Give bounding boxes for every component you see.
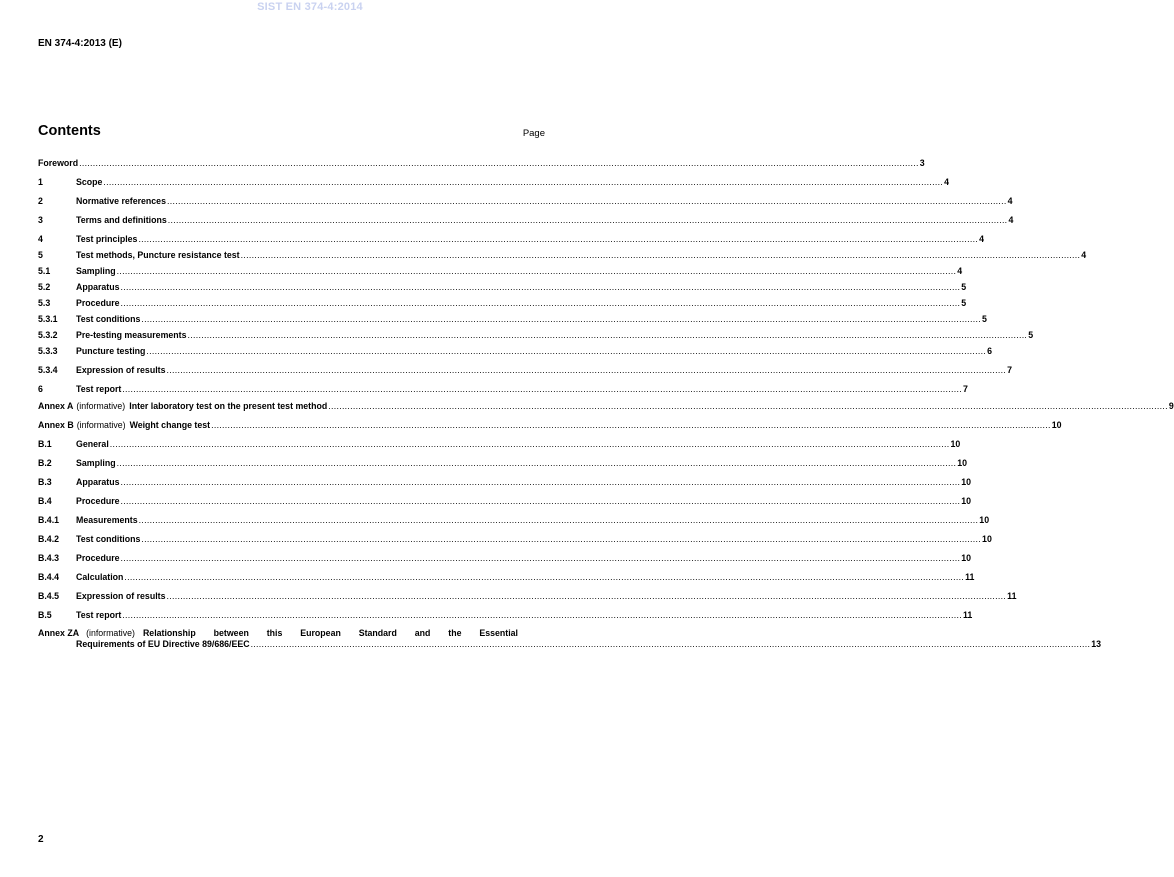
toc-entry[interactable] bbox=[38, 572, 975, 583]
annex-b-page: 10 bbox=[1051, 420, 1062, 430]
toc-entry-page: 5 bbox=[982, 314, 987, 324]
toc-entry[interactable] bbox=[38, 384, 968, 395]
toc-entry-page: 4 bbox=[944, 177, 949, 187]
toc-entry-annex-a[interactable] bbox=[38, 401, 1174, 412]
toc-entry-number: 5.3 bbox=[38, 298, 51, 308]
toc-entry-number: 5.1 bbox=[38, 266, 51, 276]
toc-entry[interactable] bbox=[38, 346, 992, 357]
toc-entry-title: Calculation bbox=[76, 572, 124, 582]
toc-entry[interactable] bbox=[38, 298, 967, 309]
annex-za-page: 13 bbox=[1091, 638, 1102, 649]
page-number: 2 bbox=[38, 834, 44, 845]
toc-entry[interactable] bbox=[38, 234, 985, 245]
toc-entry-title: Test conditions bbox=[76, 314, 141, 324]
toc-entry-number: 1 bbox=[38, 177, 43, 187]
annex-za-label: Annex ZA bbox=[38, 628, 80, 638]
toc-entry-page: 10 bbox=[950, 439, 961, 449]
dot-leader bbox=[110, 439, 950, 450]
toc-entry-number: B.5 bbox=[38, 610, 52, 620]
dot-leader bbox=[166, 365, 1006, 376]
toc-entry-page: 4 bbox=[957, 266, 963, 276]
annex-a-page: 9 bbox=[1168, 401, 1174, 411]
toc-entry[interactable] bbox=[38, 591, 1017, 602]
dot-leader bbox=[138, 234, 978, 245]
toc-entry[interactable] bbox=[38, 177, 949, 188]
toc-entry-number: B.4.1 bbox=[38, 515, 60, 525]
toc-entry-page: 7 bbox=[1007, 365, 1013, 375]
dot-leader bbox=[141, 534, 981, 545]
annex-a-type: (informative) bbox=[76, 401, 126, 411]
toc-entry[interactable] bbox=[38, 553, 971, 564]
dot-leader bbox=[121, 477, 961, 488]
watermark: SIST EN 374-4:2014 bbox=[257, 1, 363, 13]
toc-entry-page: 10 bbox=[961, 477, 971, 487]
toc-entry-title: Procedure bbox=[76, 496, 120, 506]
toc-entry-number: Foreword bbox=[38, 158, 79, 168]
toc-entry-title: Terms and definitions bbox=[76, 215, 167, 225]
toc-entry-title: Expression of results bbox=[76, 365, 166, 375]
page-column-label: Page bbox=[522, 128, 545, 139]
annex-b-type: (informative) bbox=[76, 420, 126, 430]
toc-entry[interactable] bbox=[38, 610, 973, 621]
toc-entry[interactable] bbox=[38, 250, 1087, 261]
toc-entry-title: Puncture testing bbox=[76, 346, 146, 356]
toc-entry-page: 11 bbox=[965, 572, 975, 582]
toc-entry-page: 10 bbox=[957, 458, 968, 468]
dot-leader bbox=[141, 314, 981, 325]
toc-entry-title: Test methods, Puncture resistance test bbox=[76, 250, 240, 260]
toc-entry-title: Procedure bbox=[76, 298, 120, 308]
dot-leader bbox=[124, 572, 964, 583]
toc-entry[interactable] bbox=[38, 266, 963, 277]
dot-leader bbox=[166, 591, 1006, 602]
dot-leader bbox=[121, 298, 961, 309]
annex-za-type: (informative) bbox=[86, 628, 135, 638]
toc-entry-title: Measurements bbox=[76, 515, 138, 525]
toc-entry[interactable] bbox=[38, 282, 967, 293]
toc-entry-page: 11 bbox=[962, 610, 973, 620]
toc-entry-number: 5.3.2 bbox=[38, 330, 58, 340]
dot-leader bbox=[79, 158, 919, 169]
toc-entry[interactable] bbox=[38, 314, 987, 325]
dot-leader bbox=[121, 553, 961, 564]
toc-annex-b-sections bbox=[38, 439, 1017, 621]
toc-entry-page: 10 bbox=[979, 515, 990, 525]
toc-entry-title: Apparatus bbox=[76, 282, 120, 292]
document-id: EN 374-4:2013 (E) bbox=[38, 38, 122, 49]
toc-entry-number: B.2 bbox=[38, 458, 52, 468]
toc-entry[interactable] bbox=[38, 365, 1013, 376]
toc-entry-page: 10 bbox=[961, 496, 971, 506]
annex-za-title-line1: Relationship between this European Standard and the Essential bbox=[142, 628, 518, 638]
dot-leader bbox=[251, 639, 1091, 650]
toc-entry-number: 5.2 bbox=[38, 282, 51, 292]
toc-entry-number: 5.3.1 bbox=[38, 314, 58, 324]
toc-entry-title: Test report bbox=[76, 384, 122, 394]
toc-entry-number: 5 bbox=[38, 250, 43, 260]
toc-entry[interactable] bbox=[38, 330, 1034, 341]
toc-entry-title: Normative references bbox=[76, 196, 166, 206]
toc-entry[interactable] bbox=[38, 515, 990, 526]
toc-entry-page: 11 bbox=[1007, 591, 1017, 601]
toc-entry-page: 10 bbox=[961, 553, 971, 563]
dot-leader bbox=[211, 420, 1051, 431]
toc-entry-title: General bbox=[76, 439, 109, 449]
toc-entry[interactable] bbox=[38, 196, 1013, 207]
table-of-contents bbox=[38, 158, 1174, 650]
dot-leader bbox=[122, 610, 962, 621]
toc-entry-page: 3 bbox=[919, 158, 925, 168]
toc-entry-annex-za[interactable] bbox=[38, 628, 1102, 650]
toc-entry[interactable] bbox=[38, 158, 925, 169]
toc-entry-title: Test principles bbox=[76, 234, 138, 244]
toc-entry-number: 4 bbox=[38, 234, 43, 244]
toc-entry-number: B.4.5 bbox=[38, 591, 60, 601]
toc-entry[interactable] bbox=[38, 215, 1014, 226]
toc-entry-page: 5 bbox=[1028, 330, 1034, 340]
contents-heading: Contents bbox=[38, 123, 101, 139]
toc-entry-page: 6 bbox=[987, 346, 992, 356]
toc-entry[interactable] bbox=[38, 496, 971, 507]
annex-b-title: Weight change test bbox=[129, 420, 211, 430]
toc-entry-number: 2 bbox=[38, 196, 43, 206]
toc-entry[interactable] bbox=[38, 534, 992, 545]
dot-leader bbox=[167, 196, 1007, 207]
toc-entry-annex-b[interactable] bbox=[38, 420, 1062, 431]
toc-entry-number: B.4.2 bbox=[38, 534, 60, 544]
toc-entry-title: Scope bbox=[76, 177, 103, 187]
toc-entry-number: 5.3.3 bbox=[38, 346, 58, 356]
toc-entry-page: 4 bbox=[1081, 250, 1087, 260]
toc-entry-number: B.1 bbox=[38, 439, 52, 449]
toc-entry-title: Sampling bbox=[76, 458, 116, 468]
toc-main-sections bbox=[38, 158, 1087, 395]
toc-entry[interactable] bbox=[38, 477, 971, 488]
toc-entry-title: Sampling bbox=[76, 266, 116, 276]
toc-entry-number: B.3 bbox=[38, 477, 52, 487]
toc-entry-page: 10 bbox=[982, 534, 992, 544]
toc-entry-title: Expression of results bbox=[76, 591, 166, 601]
toc-entry-title: Procedure bbox=[76, 553, 120, 563]
toc-entry-page: 4 bbox=[979, 234, 985, 244]
toc-entry-title: Test report bbox=[76, 610, 122, 620]
annex-a-title: Inter laboratory test on the present test method bbox=[129, 401, 328, 411]
toc-entry-number: B.4.3 bbox=[38, 553, 60, 563]
dot-leader bbox=[241, 250, 1081, 261]
toc-entry-page: 5 bbox=[961, 282, 967, 292]
toc-entry-number: 6 bbox=[38, 384, 43, 394]
toc-entry-number: B.4 bbox=[38, 496, 52, 506]
toc-entry-number: 5.3.4 bbox=[38, 365, 58, 375]
dot-leader bbox=[328, 401, 1168, 412]
toc-entry-number: 3 bbox=[38, 215, 43, 225]
dot-leader bbox=[122, 384, 962, 395]
dot-leader bbox=[188, 330, 1028, 341]
toc-entry[interactable] bbox=[38, 458, 968, 469]
annex-a-label: Annex A bbox=[38, 401, 74, 411]
toc-entry-title: Test conditions bbox=[76, 534, 141, 544]
toc-entry-page: 7 bbox=[962, 384, 968, 394]
dot-leader bbox=[168, 215, 1008, 226]
annex-b-label: Annex B bbox=[38, 420, 74, 430]
toc-entry-page: 5 bbox=[961, 298, 967, 308]
toc-entry-page: 4 bbox=[1008, 215, 1014, 225]
toc-entry[interactable] bbox=[38, 439, 961, 450]
toc-entry-title: Apparatus bbox=[76, 477, 120, 487]
dot-leader bbox=[117, 458, 957, 469]
toc-entry-title: Pre-testing measurements bbox=[76, 330, 187, 340]
dot-leader bbox=[121, 496, 961, 507]
dot-leader bbox=[139, 515, 979, 526]
annex-za-title-line2: Requirements of EU Directive 89/686/EEC bbox=[76, 638, 250, 649]
toc-entry-number: B.4.4 bbox=[38, 572, 60, 582]
toc-entry-page: 4 bbox=[1007, 196, 1013, 206]
dot-leader bbox=[121, 282, 961, 293]
dot-leader bbox=[103, 177, 943, 188]
dot-leader bbox=[117, 266, 957, 277]
dot-leader bbox=[146, 346, 986, 357]
